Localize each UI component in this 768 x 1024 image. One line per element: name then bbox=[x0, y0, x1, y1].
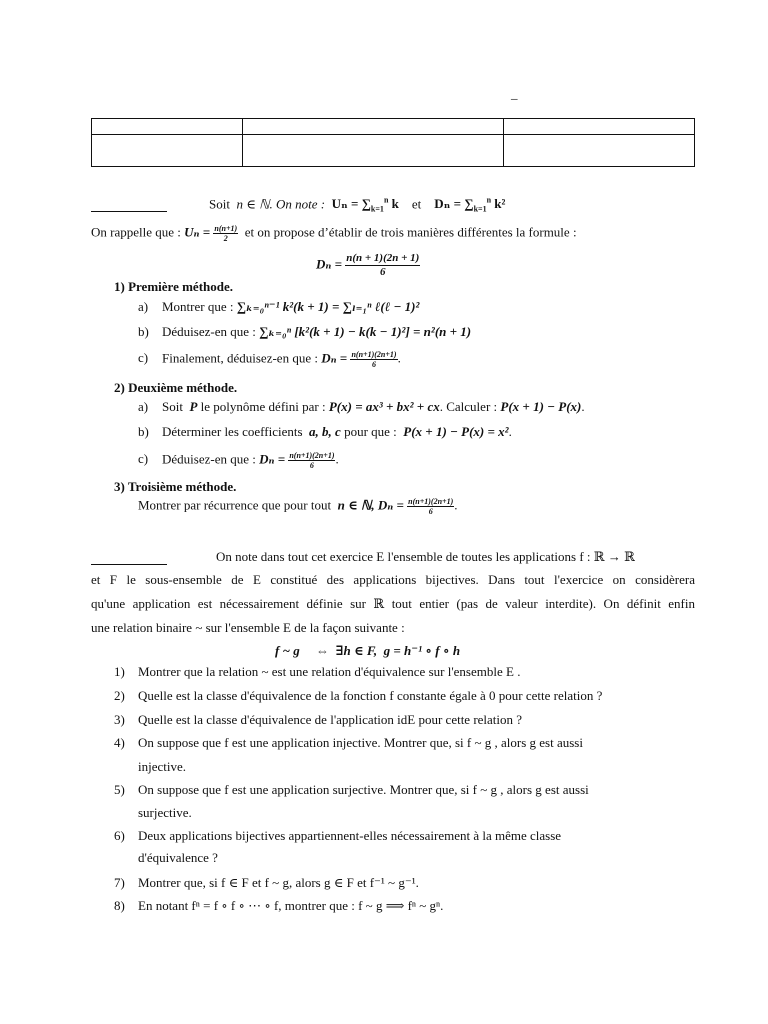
list-item: 3) Quelle est la classe d'équivalence de l'application idE pour cette relation ? bbox=[114, 712, 523, 727]
list-item: 4) On suppose que f est une application injective. Montrer que, si f ~ g , alors g est aussi bbox=[114, 735, 583, 750]
exercise-2-heading-rule bbox=[91, 564, 167, 565]
header-table bbox=[91, 118, 695, 167]
method-3-text: Montrer par récurrence que pour tout n ∈ ℕ, Dₙ = $\frac{n(n+1)(2n+1)}{6}$ . bbox=[138, 497, 458, 516]
list-item: 6) Deux applications bijectives appartiennent-elles nécessairement à la même classe bbox=[114, 828, 562, 843]
rappel-line: On rappelle que : Uₙ = $\frac{n(n+1)}{2}$ et on propose d’établir de trois manières différentes la formule : bbox=[91, 224, 577, 243]
method-2-a: a) Soit P le polynôme défini par : P(x) = ax³ + bx² + cx. Calculer : P(x + 1) − P(x). bbox=[138, 399, 585, 414]
header-cell bbox=[504, 135, 695, 167]
exercise-2-line-4: une relation binaire ~ sur l'ensemble E de la façon suivante : bbox=[91, 620, 405, 635]
header-cell bbox=[92, 135, 243, 167]
method-1-a: a) Montrer que : ∑ₖ₌₀ⁿ⁻¹ k²(k + 1) = ∑ₗ₌₁ⁿ ℓ(ℓ − 1)² bbox=[138, 299, 420, 314]
exercise-1-heading-rule bbox=[91, 211, 167, 212]
method-1-b: b) Déduisez-en que : ∑ₖ₌₀ⁿ [k²(k + 1) − k(k − 1)²] = n²(n + 1) bbox=[138, 324, 472, 339]
relation-definition: f ~ g ⇔ ∃h ∈ F, g = h⁻¹ ∘ f ∘ h bbox=[275, 643, 461, 658]
list-item: 1) Montrer que la relation ~ est une relation d'équivalence sur l'ensemble E . bbox=[114, 664, 521, 679]
header-dash: _ bbox=[511, 86, 518, 101]
method-2-b: b) Déterminer les coefficients a, b, c pour que : P(x + 1) − P(x) = x². bbox=[138, 424, 512, 439]
list-item-continuation: surjective. bbox=[138, 805, 192, 820]
method-1-c: c) Finalement, déduisez-en que : Dₙ = $\frac{n(n+1)(2n+1)}{6}$ . bbox=[138, 350, 401, 369]
exercise-1-intro: Soit n ∈ ℕ. On note : $U_n = \sum_{k=1}^n$ k et $D_n = \sum_{k=1}^n$ k² bbox=[209, 196, 506, 214]
header-cell bbox=[92, 119, 243, 135]
method-2-title: 2) Deuxième méthode. bbox=[114, 380, 238, 395]
list-item: 8) En notant fⁿ = f ∘ f ∘ ⋯ ∘ f, montrer que : f ~ g ⟹ fⁿ ~ gⁿ. bbox=[114, 898, 444, 913]
method-2-c: c) Déduisez-en que : Dₙ = $\frac{n(n+1)(2n+1)}{6}$ . bbox=[138, 451, 339, 470]
U-definition: $U_n = \sum_{k=1}^n$ k bbox=[331, 196, 399, 214]
exercise-2-line-3: qu'une application est nécessairement définie sur ℝ tout entier (pas de valeur interdite). On définit enfin bbox=[91, 596, 695, 611]
header-cell bbox=[243, 119, 504, 135]
list-item: 7) Montrer que, si f ∈ F et f ~ g, alors g ∈ F et f⁻¹ ~ g⁻¹. bbox=[114, 875, 419, 890]
main-formula: Dₙ = $\frac{n(n + 1)(2n + 1)}{6}$ bbox=[316, 252, 420, 278]
exercise-2-line-2: et F le sous-ensemble de E constitué des applications bijectives. Dans tout l'exercice on considèrera bbox=[91, 572, 695, 587]
exercise-2-line-1: On note dans tout cet exercice E l'ensemble de toutes les applications f : ℝ → ℝ bbox=[216, 549, 635, 564]
header-cell bbox=[504, 119, 695, 135]
list-item: 5) On suppose que f est une application surjective. Montrer que, si f ~ g , alors g est aussi bbox=[114, 782, 589, 797]
method-1-title: 1) Première méthode. bbox=[114, 279, 233, 294]
method-3-title: 3) Troisième méthode. bbox=[114, 479, 237, 494]
header-cell bbox=[243, 135, 504, 167]
list-item-continuation: injective. bbox=[138, 759, 187, 774]
D-definition: $D_n = \sum_{k=1}^n$ k² bbox=[434, 196, 506, 214]
list-item-continuation: d'équivalence ? bbox=[138, 850, 218, 865]
list-item: 2) Quelle est la classe d'équivalence de la fonction f constante égale à 0 pour cette relation ? bbox=[114, 688, 603, 703]
